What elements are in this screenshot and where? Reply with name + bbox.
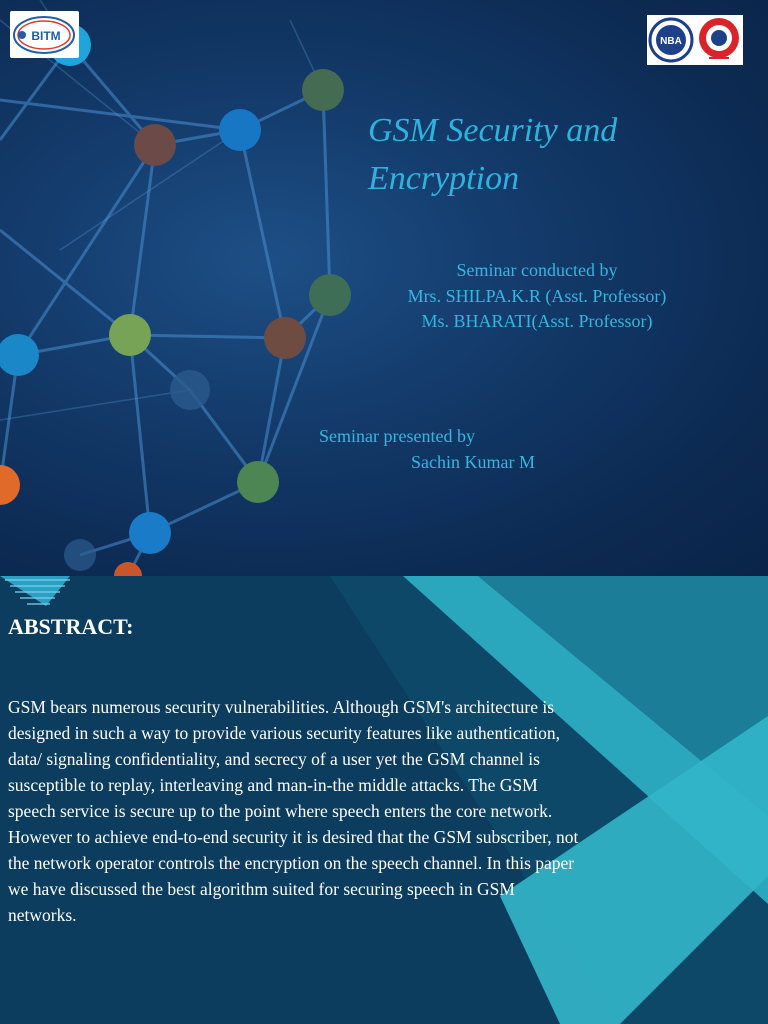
abstract-body: GSM bears numerous security vulnerabilities. Although GSM's architecture is designed in such a way to provide various security features like authentication, data/ signaling confidentiality, and secrecy of a user yet the GSM channel is susceptible to replay, interleaving and man-in-the middle attacks. The GSM speech service is secure up to the point where speech enters the core network. However to achieve end-to-end security it is desired that the GSM subscriber, not the network operator controls the encryption on the speech channel. In this paper we have discussed the best algorithm suited for securing speech in GSM networks. xyxy=(8,697,579,925)
abstract-heading: ABSTRACT: xyxy=(8,614,134,639)
presenter-name: Sachin Kumar M xyxy=(411,452,535,472)
bitm-logo xyxy=(10,11,79,58)
nba-logo xyxy=(647,15,743,65)
conducted-by-heading: Seminar conducted by xyxy=(456,260,618,280)
svg-text:NBA: NBA xyxy=(660,36,682,47)
conductor-name-1: Mrs. SHILPA.K.R (Asst. Professor) xyxy=(407,285,667,306)
conducted-by-block xyxy=(372,258,702,335)
bitm-logo-mark xyxy=(10,11,79,58)
accreditation-logos xyxy=(647,15,743,65)
svg-text:BITM: BITM xyxy=(31,29,61,43)
conductor-name-2: Ms. BHARATI(Asst. Professor) xyxy=(421,311,653,331)
abstract-slide xyxy=(0,576,768,1024)
slide-title: GSM Security and Encryption xyxy=(368,112,618,197)
presented-by-label: Seminar presented by xyxy=(319,426,475,446)
